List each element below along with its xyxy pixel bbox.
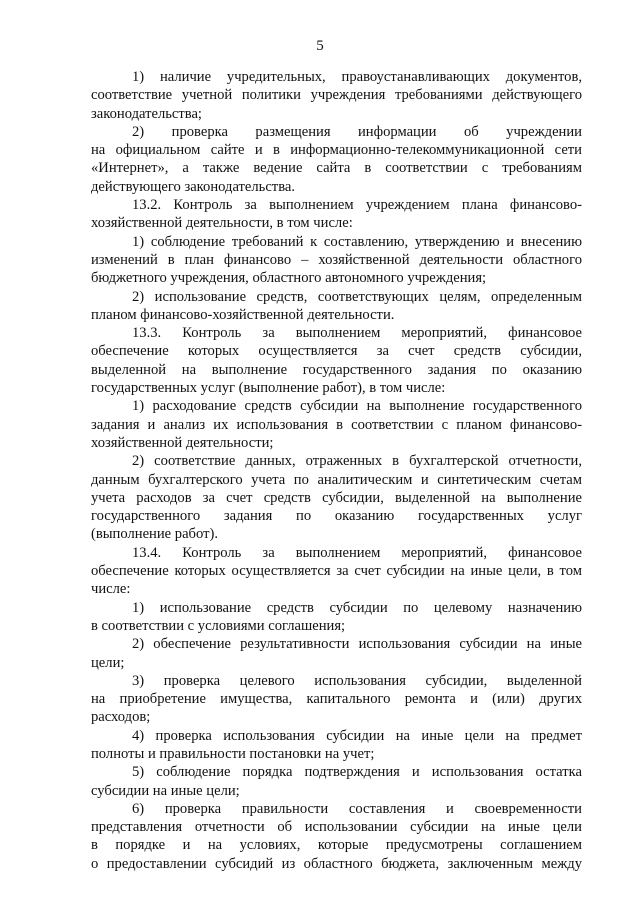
text-line: бюджетного учреждения, областного автономного учреждения;	[91, 270, 487, 287]
text-line: 3) проверка целевого использования субсидии, выделенной	[132, 672, 582, 689]
text-line: хозяйственной деятельности, в том числе:	[91, 215, 353, 232]
text-line: 1) наличие учредительных, правоустанавливающих документов,	[132, 69, 582, 85]
text-line: представления отчетности об использовании субсидии на иные цели	[91, 819, 582, 836]
text-line: изменений в план финансово – хозяйственной деятельности областного	[91, 251, 582, 268]
text-line: 2) проверка размещения информации об учреждении	[132, 123, 582, 140]
text-line: обеспечение которых осуществляется за счет средств субсидии,	[91, 343, 582, 360]
text-line: в порядке и на условиях, которые предусмотрены соглашением	[91, 837, 582, 854]
text-line: планом финансово-хозяйственной деятельности.	[91, 306, 395, 323]
text-line: выделенной на выполнение государственного задания по оказанию	[91, 361, 582, 378]
text-line: государственного задания по оказанию государственных услуг	[91, 508, 582, 525]
text-line: 5) соблюдение порядка подтверждения и использования остатка	[132, 764, 582, 781]
text-line: государственных услуг (выполнение работ), в том числе:	[91, 380, 446, 397]
text-line: субсидии на иные цели;	[91, 782, 240, 799]
text-line: 13.2. Контроль за выполнением учреждением плана финансово-	[132, 197, 582, 214]
document-body	[91, 68, 582, 873]
text-line: 13.4. Контроль за выполнением мероприятий, финансовое	[132, 544, 582, 561]
text-line: 2) использование средств, соответствующих целям, определенным	[132, 288, 582, 305]
text-line: на приобретение имущества, капитального ремонта и (или) других	[91, 691, 582, 708]
text-line: числе:	[91, 581, 131, 598]
text-line: задания и анализ их использования в соответствии с планом финансово-	[91, 416, 582, 433]
text-line: обеспечение которых осуществляется за счет субсидии на иные цели, в том	[91, 563, 582, 580]
text-line: данным бухгалтерского учета по аналитическим и синтетическим счетам	[91, 471, 582, 488]
text-line: действующего законодательства.	[91, 178, 296, 195]
page-number: 5	[316, 38, 324, 54]
text-line: в соответствии с условиями соглашения;	[91, 617, 346, 634]
text-line: учета расходов за счет средств субсидии, выделенной на выполнение	[91, 489, 582, 506]
text-line: 1) расходование средств субсидии на выполнение государственного	[132, 398, 582, 415]
text-line: соответствие учетной политики учреждения требованиями действующего	[91, 87, 582, 104]
text-line: хозяйственной деятельности;	[91, 434, 274, 451]
text-line: полноты и правильности постановки на учет;	[91, 745, 375, 762]
text-line: на официальном сайте и в информационно-телекоммуникационной сети	[91, 142, 582, 159]
text-line: 13.3. Контроль за выполнением мероприятий, финансовое	[132, 325, 582, 342]
text-line: 4) проверка использования субсидии на иные цели на предмет	[132, 727, 582, 744]
text-line: расходов;	[91, 709, 151, 726]
text-line: цели;	[91, 654, 125, 671]
text-line: о предоставлении субсидий из областного бюджета, заключенным между	[91, 855, 582, 872]
text-line: 1) использование средств субсидии по целевому назначению	[132, 599, 582, 616]
text-line: 2) обеспечение результативности использования субсидии на иные	[132, 636, 582, 653]
text-line: законодательства;	[91, 105, 202, 122]
text-line: 2) соответствие данных, отраженных в бухгалтерской отчетности,	[132, 453, 582, 470]
text-line: «Интернет», а также ведение сайта в соответствии с требованиям	[91, 160, 582, 177]
text-line: 1) соблюдение требований к составлению, утверждению и внесению	[132, 233, 582, 250]
text-line: 6) проверка правильности составления и своевременности	[132, 800, 582, 817]
text-line: (выполнение работ).	[91, 526, 218, 543]
